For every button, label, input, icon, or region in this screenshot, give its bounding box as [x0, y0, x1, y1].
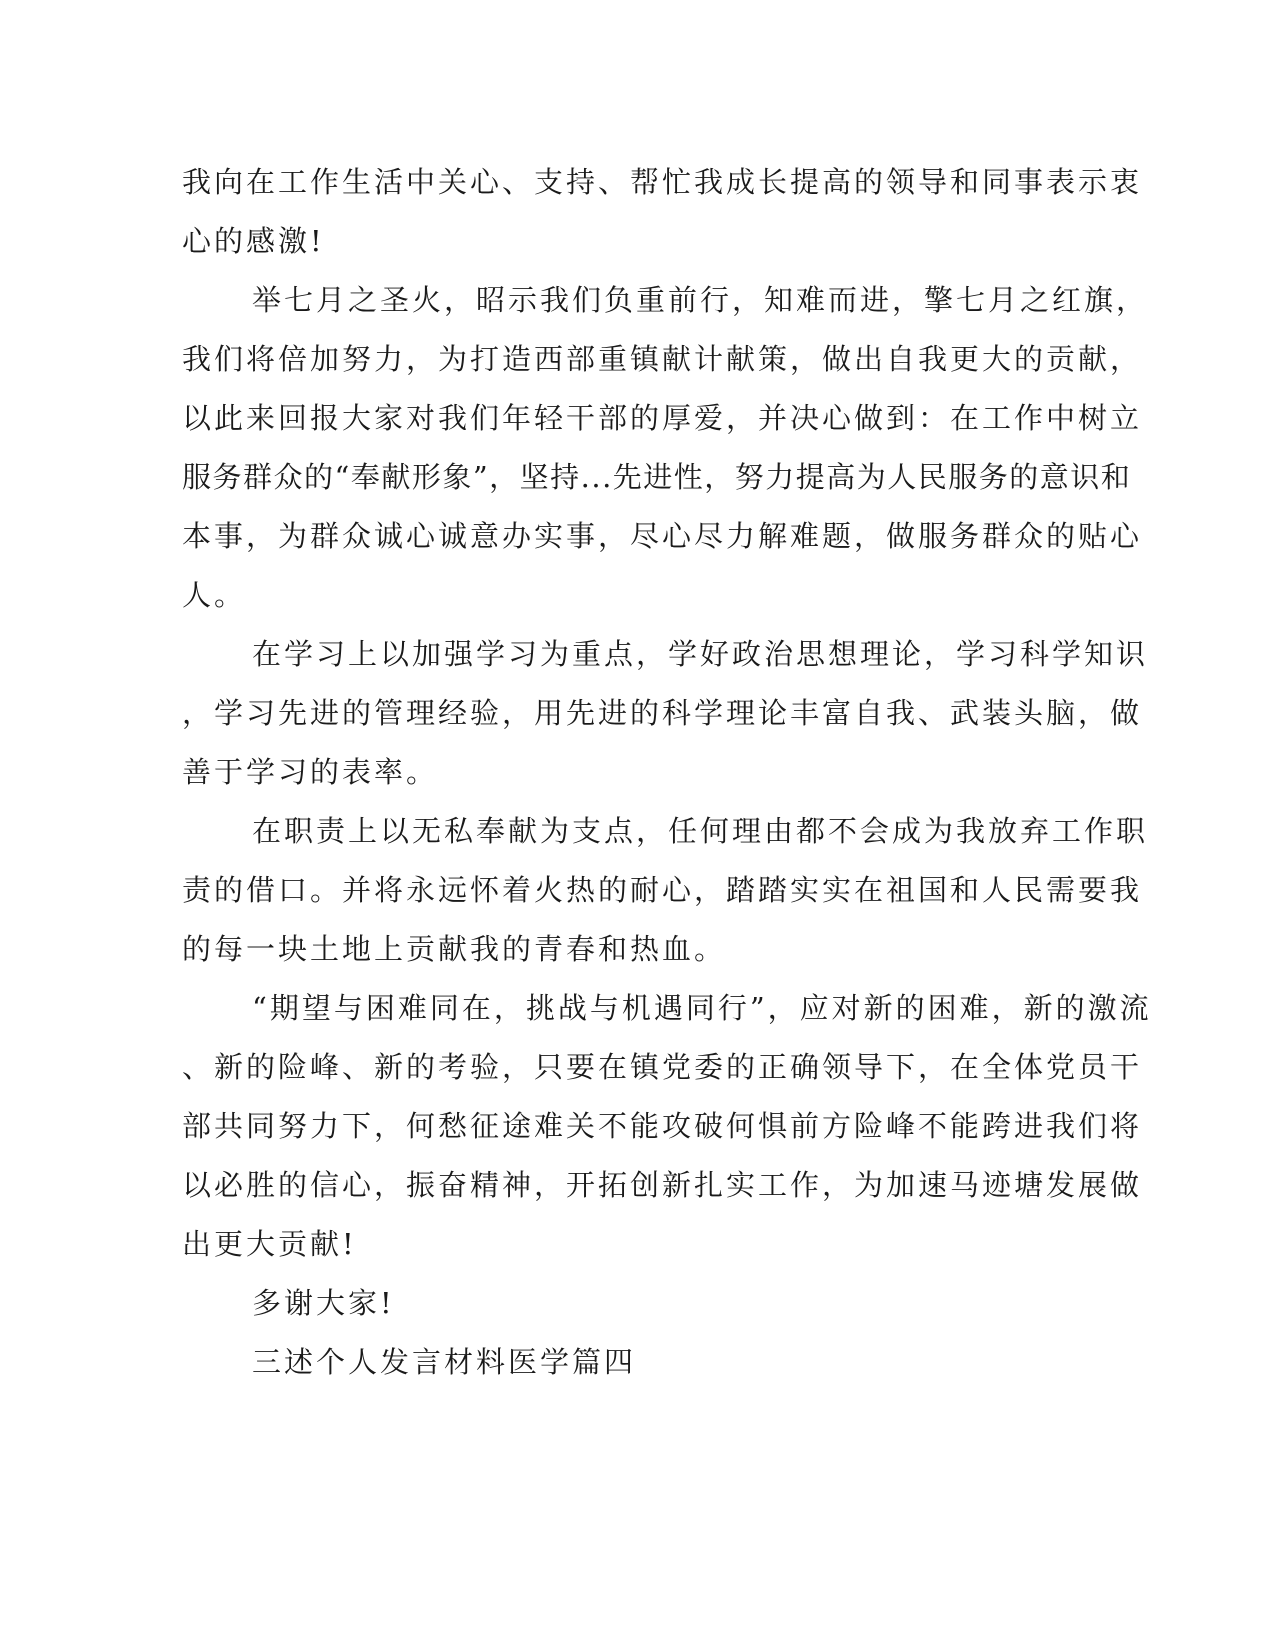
text-line: 、新的险峰、新的考验，只要在镇党委的正确领导下，在全体党员干 [182, 1050, 1143, 1084]
text-line: ，学习先进的管理经验，用先进的科学理论丰富自我、武装头脑，做 [182, 696, 1143, 730]
text-line: 出更大贡献! [182, 1227, 357, 1261]
text-line: 在职责上以无私奉献为支点，任何理由都不会成为我放弃工作职 [252, 814, 1149, 848]
text-line: 以此来回报大家对我们年轻干部的厚爱，并决心做到：在工作中树立 [182, 401, 1143, 435]
text-line: 责的借口。并将永远怀着火热的耐心，踏踏实实在祖国和人民需要我 [182, 873, 1143, 907]
text-line: 在学习上以加强学习为重点，学好政治思想理论，学习科学知识 [252, 637, 1149, 671]
text-line: 我向在工作生活中关心、支持、帮忙我成长提高的领导和同事表示衷 [182, 165, 1143, 199]
text-line: 服务群众的“奉献形象”，坚持...先进性，努力提高为人民服务的意识和 [182, 460, 1132, 494]
text-line: 部共同努力下，何愁征途难关不能攻破何惧前方险峰不能跨进我们将 [182, 1109, 1143, 1143]
section-heading: 三述个人发言材料医学篇四 [252, 1345, 637, 1379]
text-line: 的每一块土地上贡献我的青春和热血。 [182, 932, 727, 966]
text-line: 本事，为群众诚心诚意办实事，尽心尽力解难题，做服务群众的贴心 [182, 519, 1143, 553]
text-line: “期望与困难同在，挑战与机遇同行”，应对新的困难，新的激流 [252, 991, 1152, 1025]
text-line: 举七月之圣火，昭示我们负重前行，知难而进，擎七月之红旗， [252, 283, 1149, 317]
text-line: 我们将倍加努力，为打造西部重镇献计献策，做出自我更大的贡献， [182, 342, 1143, 376]
text-line: 心的感激! [182, 224, 325, 258]
text-line: 多谢大家! [252, 1286, 395, 1320]
text-line: 以必胜的信心，振奋精神，开拓创新扎实工作，为加速马迹塘发展做 [182, 1168, 1143, 1202]
text-line: 人。 [182, 578, 247, 612]
text-line: 善于学习的表率。 [182, 755, 439, 789]
